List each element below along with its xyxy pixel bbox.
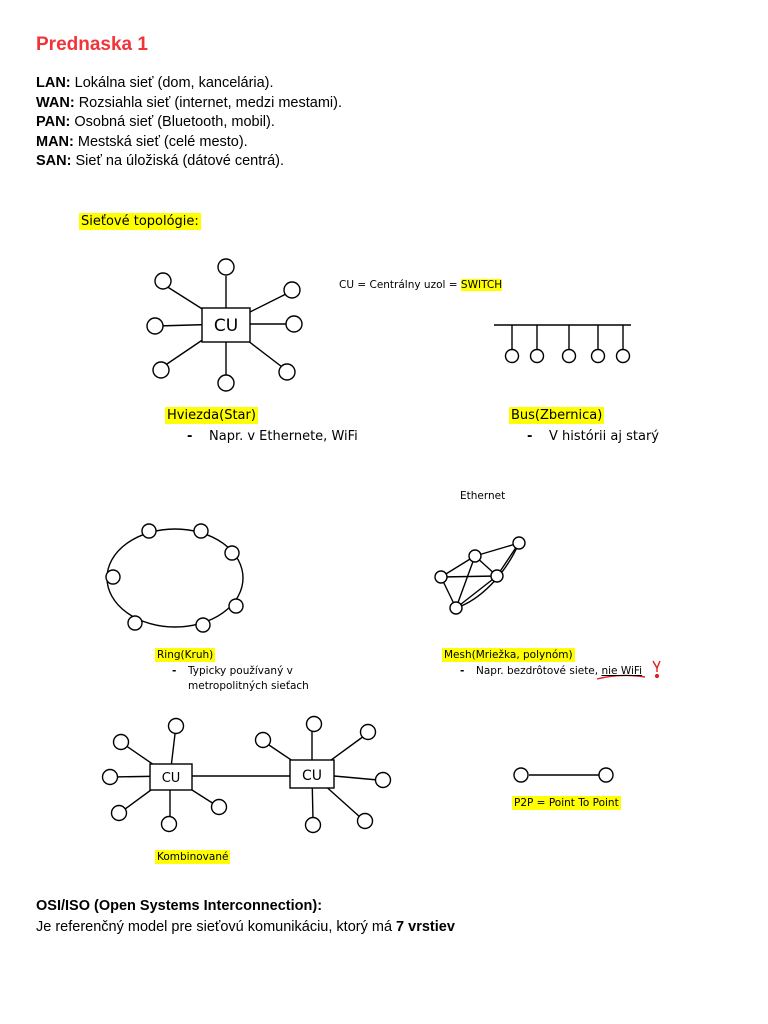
star-note <box>187 428 358 445</box>
bus-note-text: V histórii aj starý <box>549 429 659 444</box>
mesh-note <box>460 664 642 678</box>
definition-term: LAN: <box>36 75 71 91</box>
star-note-text: Napr. v Ethernete, WiFi <box>209 429 358 444</box>
star-cu-label: CU <box>213 316 239 336</box>
osi-heading: OSI/ISO (Open Systems Interconnection): <box>36 898 323 914</box>
ring-note-line1: Typicky používaný v <box>188 665 293 677</box>
cu-note-text: CU = Centrálny uzol = <box>339 279 461 291</box>
dash-bullet: - <box>460 665 465 677</box>
cu-note-switch: SWITCH <box>460 279 503 291</box>
osi-section <box>36 896 455 938</box>
definition-term: MAN: <box>36 133 74 150</box>
dash-bullet: - <box>172 665 177 677</box>
osi-description <box>36 917 455 938</box>
dash-bullet: - <box>527 429 533 444</box>
mesh-label: Mesh(Mriežka, polynóm) <box>444 649 573 661</box>
ring-topology-diagram <box>106 524 243 632</box>
bus-label: Bus(Zbernica) <box>511 408 603 423</box>
combined-cu-label-right: CU <box>301 768 323 784</box>
star-label: Hviezda(Star) <box>167 408 256 423</box>
ring-note <box>172 664 293 678</box>
ring-label: Ring(Kruh) <box>157 649 214 661</box>
page-title: Prednaska 1 <box>36 34 148 55</box>
definition-text: Rozsiahla sieť (internet, medzi mestami). <box>74 94 343 111</box>
mesh-note-underlined: nie WiFi <box>601 665 643 677</box>
combined-cu-label-left: CU <box>161 771 181 786</box>
definition-text: Osobná sieť (Bluetooth, mobil). <box>70 114 275 130</box>
definition-term: SAN: <box>36 153 72 169</box>
dash-bullet: - <box>187 429 193 444</box>
definition-text: Lokálna sieť (dom, kancelária). <box>70 75 274 91</box>
bus-note <box>527 428 659 445</box>
combined-topology-diagram <box>103 717 391 833</box>
combined-label: Kombinované <box>157 851 229 863</box>
ring-note-line2: metropolitných sieťach <box>188 680 309 692</box>
mesh-topology-diagram <box>435 537 525 614</box>
topologies-heading: Sieťové topológie: <box>81 214 199 229</box>
definition-term: PAN: <box>36 114 71 130</box>
mesh-note-text: Napr. bezdrôtové siete, <box>476 665 602 677</box>
bus-ethernet-note: Ethernet <box>460 490 506 502</box>
definition-term: WAN: <box>36 94 75 111</box>
cu-note <box>339 278 502 292</box>
osi-text: Je referenčný model pre sieťovú komunikáciu, ktorý má <box>36 919 397 935</box>
bus-topology-diagram <box>494 325 631 363</box>
p2p-label: P2P = Point To Point <box>514 797 619 809</box>
definition-text: Mestská sieť (celé mesto). <box>73 133 248 150</box>
osi-layer-count: 7 vrstiev <box>396 919 455 935</box>
definition-text: Sieť na úložiská (dátové centrá). <box>71 153 285 169</box>
p2p-topology-diagram <box>514 768 613 782</box>
